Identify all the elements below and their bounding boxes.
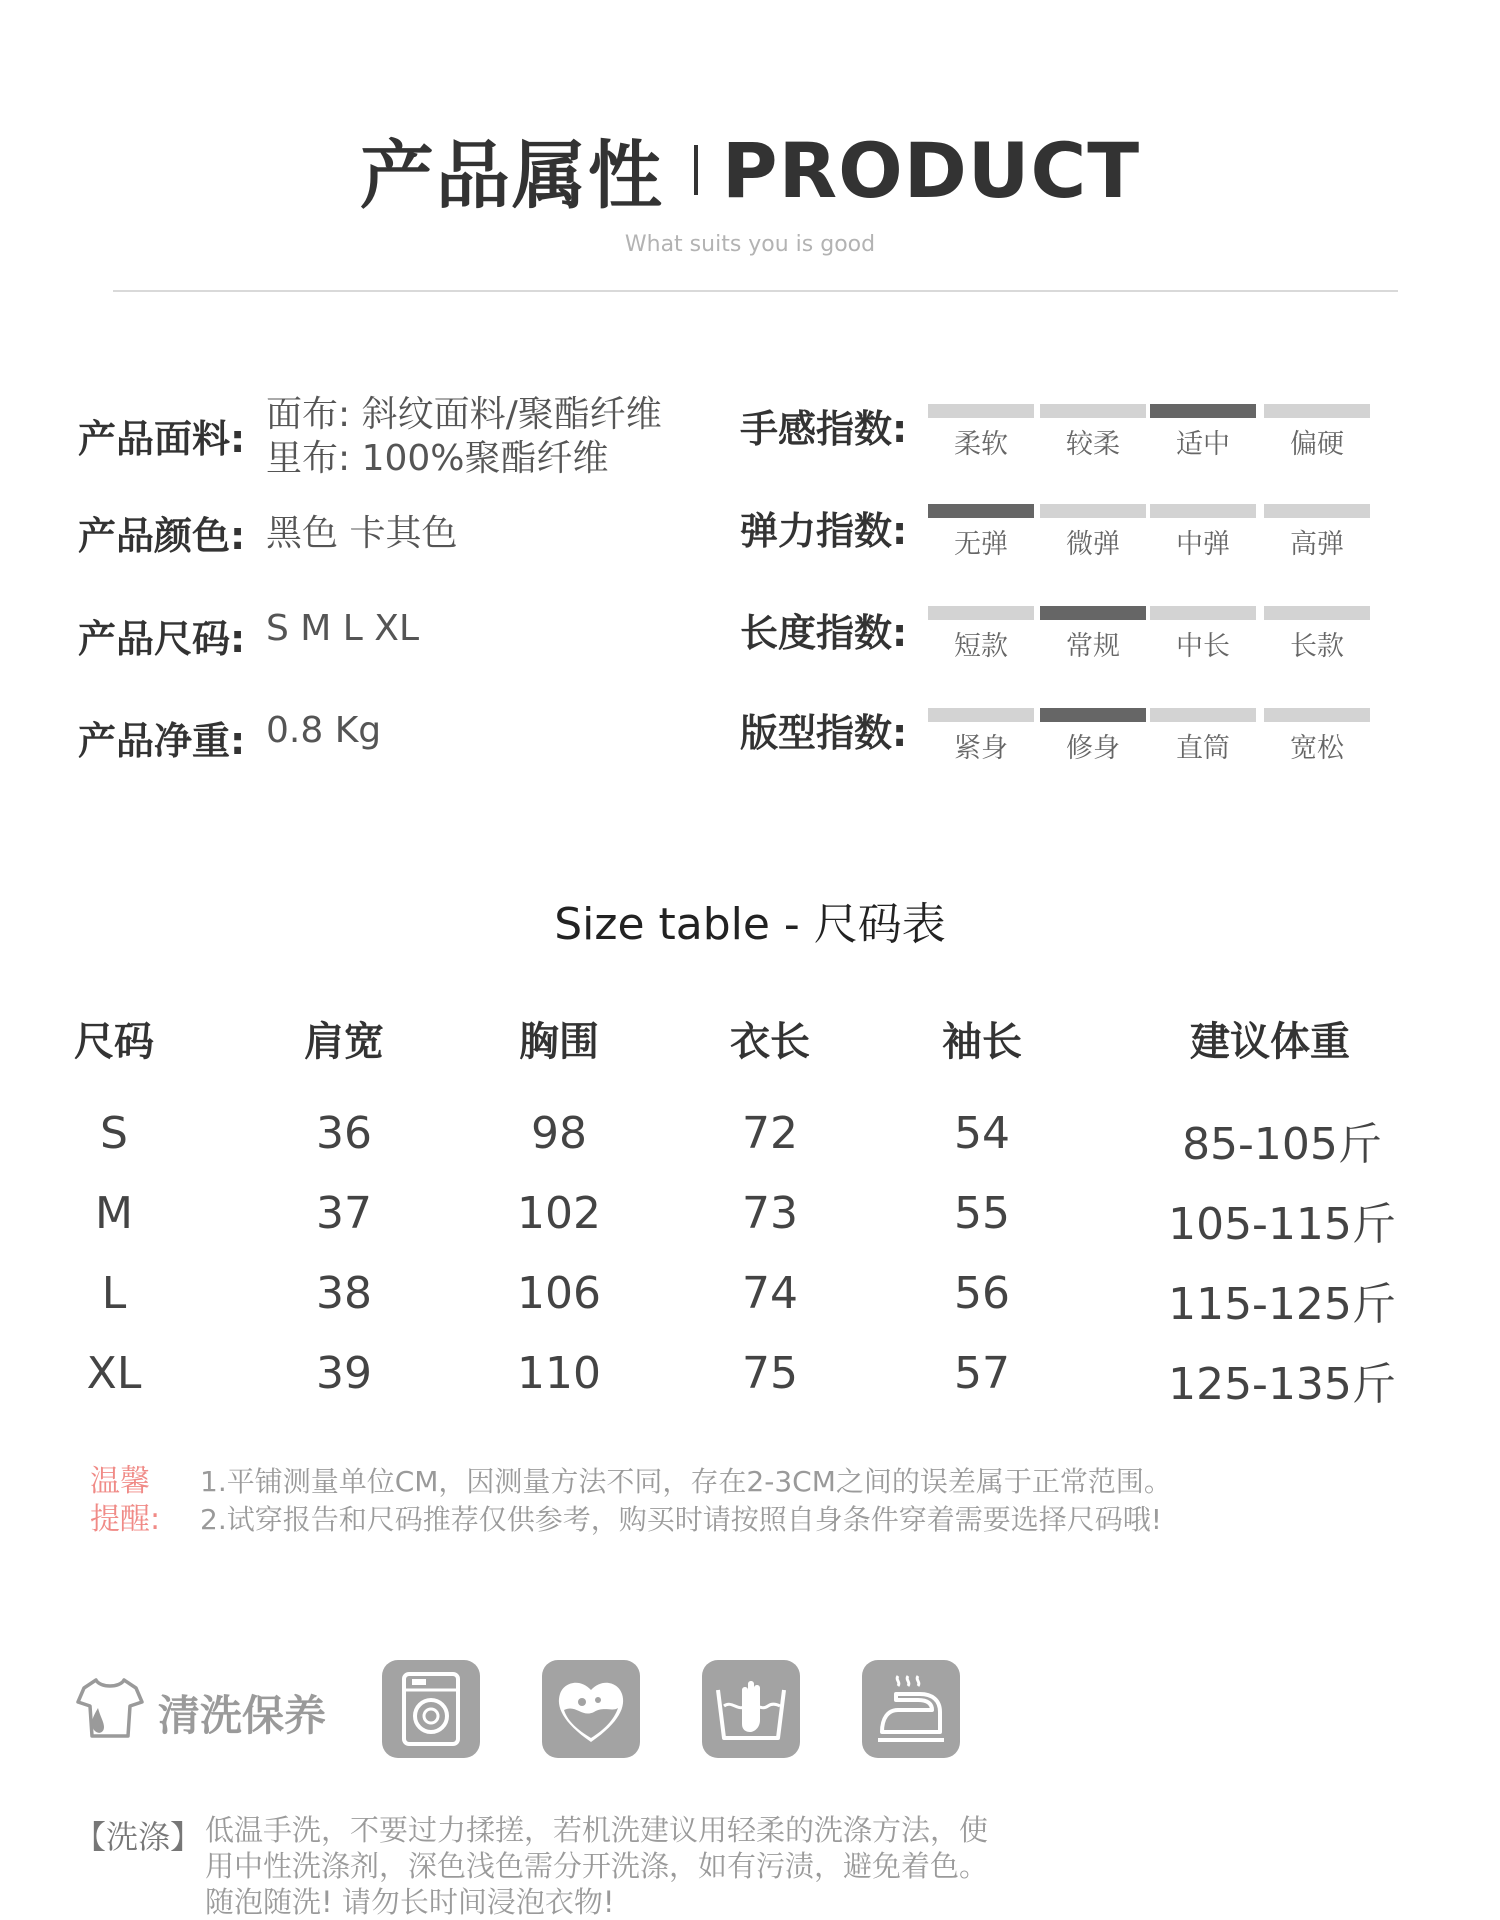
index-option: 中长 xyxy=(1176,631,1230,662)
table-header-cell: 建议体重 xyxy=(1190,1019,1350,1065)
table-cell: 110 xyxy=(517,1348,601,1399)
table-cell: 74 xyxy=(742,1268,798,1319)
header-divider xyxy=(113,290,1398,292)
index-label: 版型指数: xyxy=(740,711,908,755)
page-title-en: PRODUCT xyxy=(721,125,1141,215)
index-bar xyxy=(1264,404,1370,418)
color-value: 黑色 卡其色 xyxy=(266,513,458,554)
table-cell: 115-125斤 xyxy=(1168,1279,1396,1330)
index-label: 长度指数: xyxy=(740,611,908,655)
page-header xyxy=(0,120,1500,220)
index-bar xyxy=(1264,504,1370,518)
index-option: 偏硬 xyxy=(1290,429,1344,460)
table-cell: 85-105斤 xyxy=(1182,1119,1382,1170)
index-option: 无弹 xyxy=(954,529,1008,560)
table-cell: 57 xyxy=(954,1348,1010,1399)
size-label: 产品尺码: xyxy=(78,617,246,661)
table-header-cell: 衣长 xyxy=(730,1019,810,1065)
page-title-cn: 产品属性 xyxy=(359,133,664,219)
index-option: 修身 xyxy=(1066,733,1120,764)
table-cell: 38 xyxy=(316,1268,372,1319)
wash-line-1: 低温手洗，不要过力揉搓，若机洗建议用轻柔的洗涤方法，使 xyxy=(205,1813,989,1847)
table-cell: 39 xyxy=(316,1348,372,1399)
index-bar xyxy=(928,404,1034,418)
index-bar-selected xyxy=(1040,708,1146,722)
size-value: S M L XL xyxy=(266,608,420,649)
washing-machine-icon xyxy=(382,1660,480,1758)
index-label: 弹力指数: xyxy=(740,509,908,553)
table-cell: 106 xyxy=(517,1268,601,1319)
fabric-outer-value: 面布: 斜纹面料/聚酯纤维 xyxy=(266,394,662,435)
index-option: 高弹 xyxy=(1290,529,1344,560)
table-header-cell: 尺码 xyxy=(74,1019,154,1065)
index-bar-selected xyxy=(1150,404,1256,418)
table-cell: 56 xyxy=(954,1268,1010,1319)
table-cell: L xyxy=(101,1268,127,1319)
weight-label: 产品净重: xyxy=(78,719,246,763)
index-option: 长款 xyxy=(1290,631,1344,662)
table-cell: 36 xyxy=(316,1108,372,1159)
index-option: 紧身 xyxy=(954,733,1008,764)
index-bar-selected xyxy=(928,504,1034,518)
table-cell: 125-135斤 xyxy=(1168,1359,1396,1410)
index-option: 宽松 xyxy=(1290,733,1344,764)
tip-line-2: 2.试穿报告和尺码推荐仅供参考，购买时请按照自身条件穿着需要选择尺码哦! xyxy=(200,1503,1162,1536)
index-bar-selected xyxy=(1040,606,1146,620)
table-cell: 75 xyxy=(742,1348,798,1399)
table-header-cell: 袖长 xyxy=(942,1019,1022,1065)
table-cell: 37 xyxy=(316,1188,372,1239)
table-header-cell: 肩宽 xyxy=(304,1019,384,1065)
index-option: 微弹 xyxy=(1066,529,1120,560)
tip-label-line2: 提醒: xyxy=(90,1502,161,1537)
index-option: 常规 xyxy=(1066,631,1120,662)
color-label: 产品颜色: xyxy=(78,514,246,558)
tshirt-drop-icon xyxy=(74,1672,146,1744)
index-option: 适中 xyxy=(1176,429,1230,460)
table-cell: 72 xyxy=(742,1108,798,1159)
index-bar xyxy=(1150,708,1256,722)
size-table-title: Size table - 尺码表 xyxy=(554,899,946,950)
index-bar xyxy=(928,708,1034,722)
index-option: 中弹 xyxy=(1176,529,1230,560)
fabric-label: 产品面料: xyxy=(78,417,246,461)
index-bar xyxy=(1150,606,1256,620)
weight-value: 0.8 Kg xyxy=(266,710,382,751)
table-cell: S xyxy=(100,1108,128,1159)
table-header-cell: 胸围 xyxy=(519,1019,599,1065)
wash-line-3: 随泡随洗! 请勿长时间浸泡衣物! xyxy=(205,1885,615,1919)
index-bar xyxy=(1264,606,1370,620)
table-cell: 98 xyxy=(531,1108,587,1159)
table-cell: 73 xyxy=(742,1188,798,1239)
tip-label-line1: 温馨 xyxy=(90,1464,150,1499)
care-title: 清洗保养 xyxy=(158,1691,327,1740)
index-bar xyxy=(1040,404,1146,418)
fabric-lining-value: 里布: 100%聚酯纤维 xyxy=(266,438,609,479)
page-subtitle: What suits you is good xyxy=(624,232,876,257)
index-bar xyxy=(928,606,1034,620)
title-divider xyxy=(694,145,698,195)
wash-line-2: 用中性洗涤剂，深色浅色需分开洗涤，如有污渍，避免着色。 xyxy=(205,1849,989,1883)
index-bar xyxy=(1264,708,1370,722)
tip-line-1: 1.平铺测量单位CM，因测量方法不同，存在2-3CM之间的误差属于正常范围。 xyxy=(200,1465,1172,1498)
table-cell: M xyxy=(95,1188,133,1239)
table-cell: XL xyxy=(86,1348,142,1399)
index-bar xyxy=(1150,504,1256,518)
iron-icon xyxy=(862,1660,960,1758)
index-option: 柔软 xyxy=(954,429,1008,460)
hand-wash-icon xyxy=(702,1660,800,1758)
detergent-icon xyxy=(542,1660,640,1758)
table-cell: 55 xyxy=(954,1188,1010,1239)
table-cell: 102 xyxy=(517,1188,601,1239)
wash-label: 【洗涤】 xyxy=(74,1818,203,1856)
table-cell: 105-115斤 xyxy=(1168,1199,1396,1250)
index-option: 较柔 xyxy=(1066,429,1120,460)
index-bar xyxy=(1040,504,1146,518)
table-cell: 54 xyxy=(954,1108,1010,1159)
index-option: 短款 xyxy=(954,631,1008,662)
index-label: 手感指数: xyxy=(740,407,908,451)
index-option: 直筒 xyxy=(1176,733,1230,764)
